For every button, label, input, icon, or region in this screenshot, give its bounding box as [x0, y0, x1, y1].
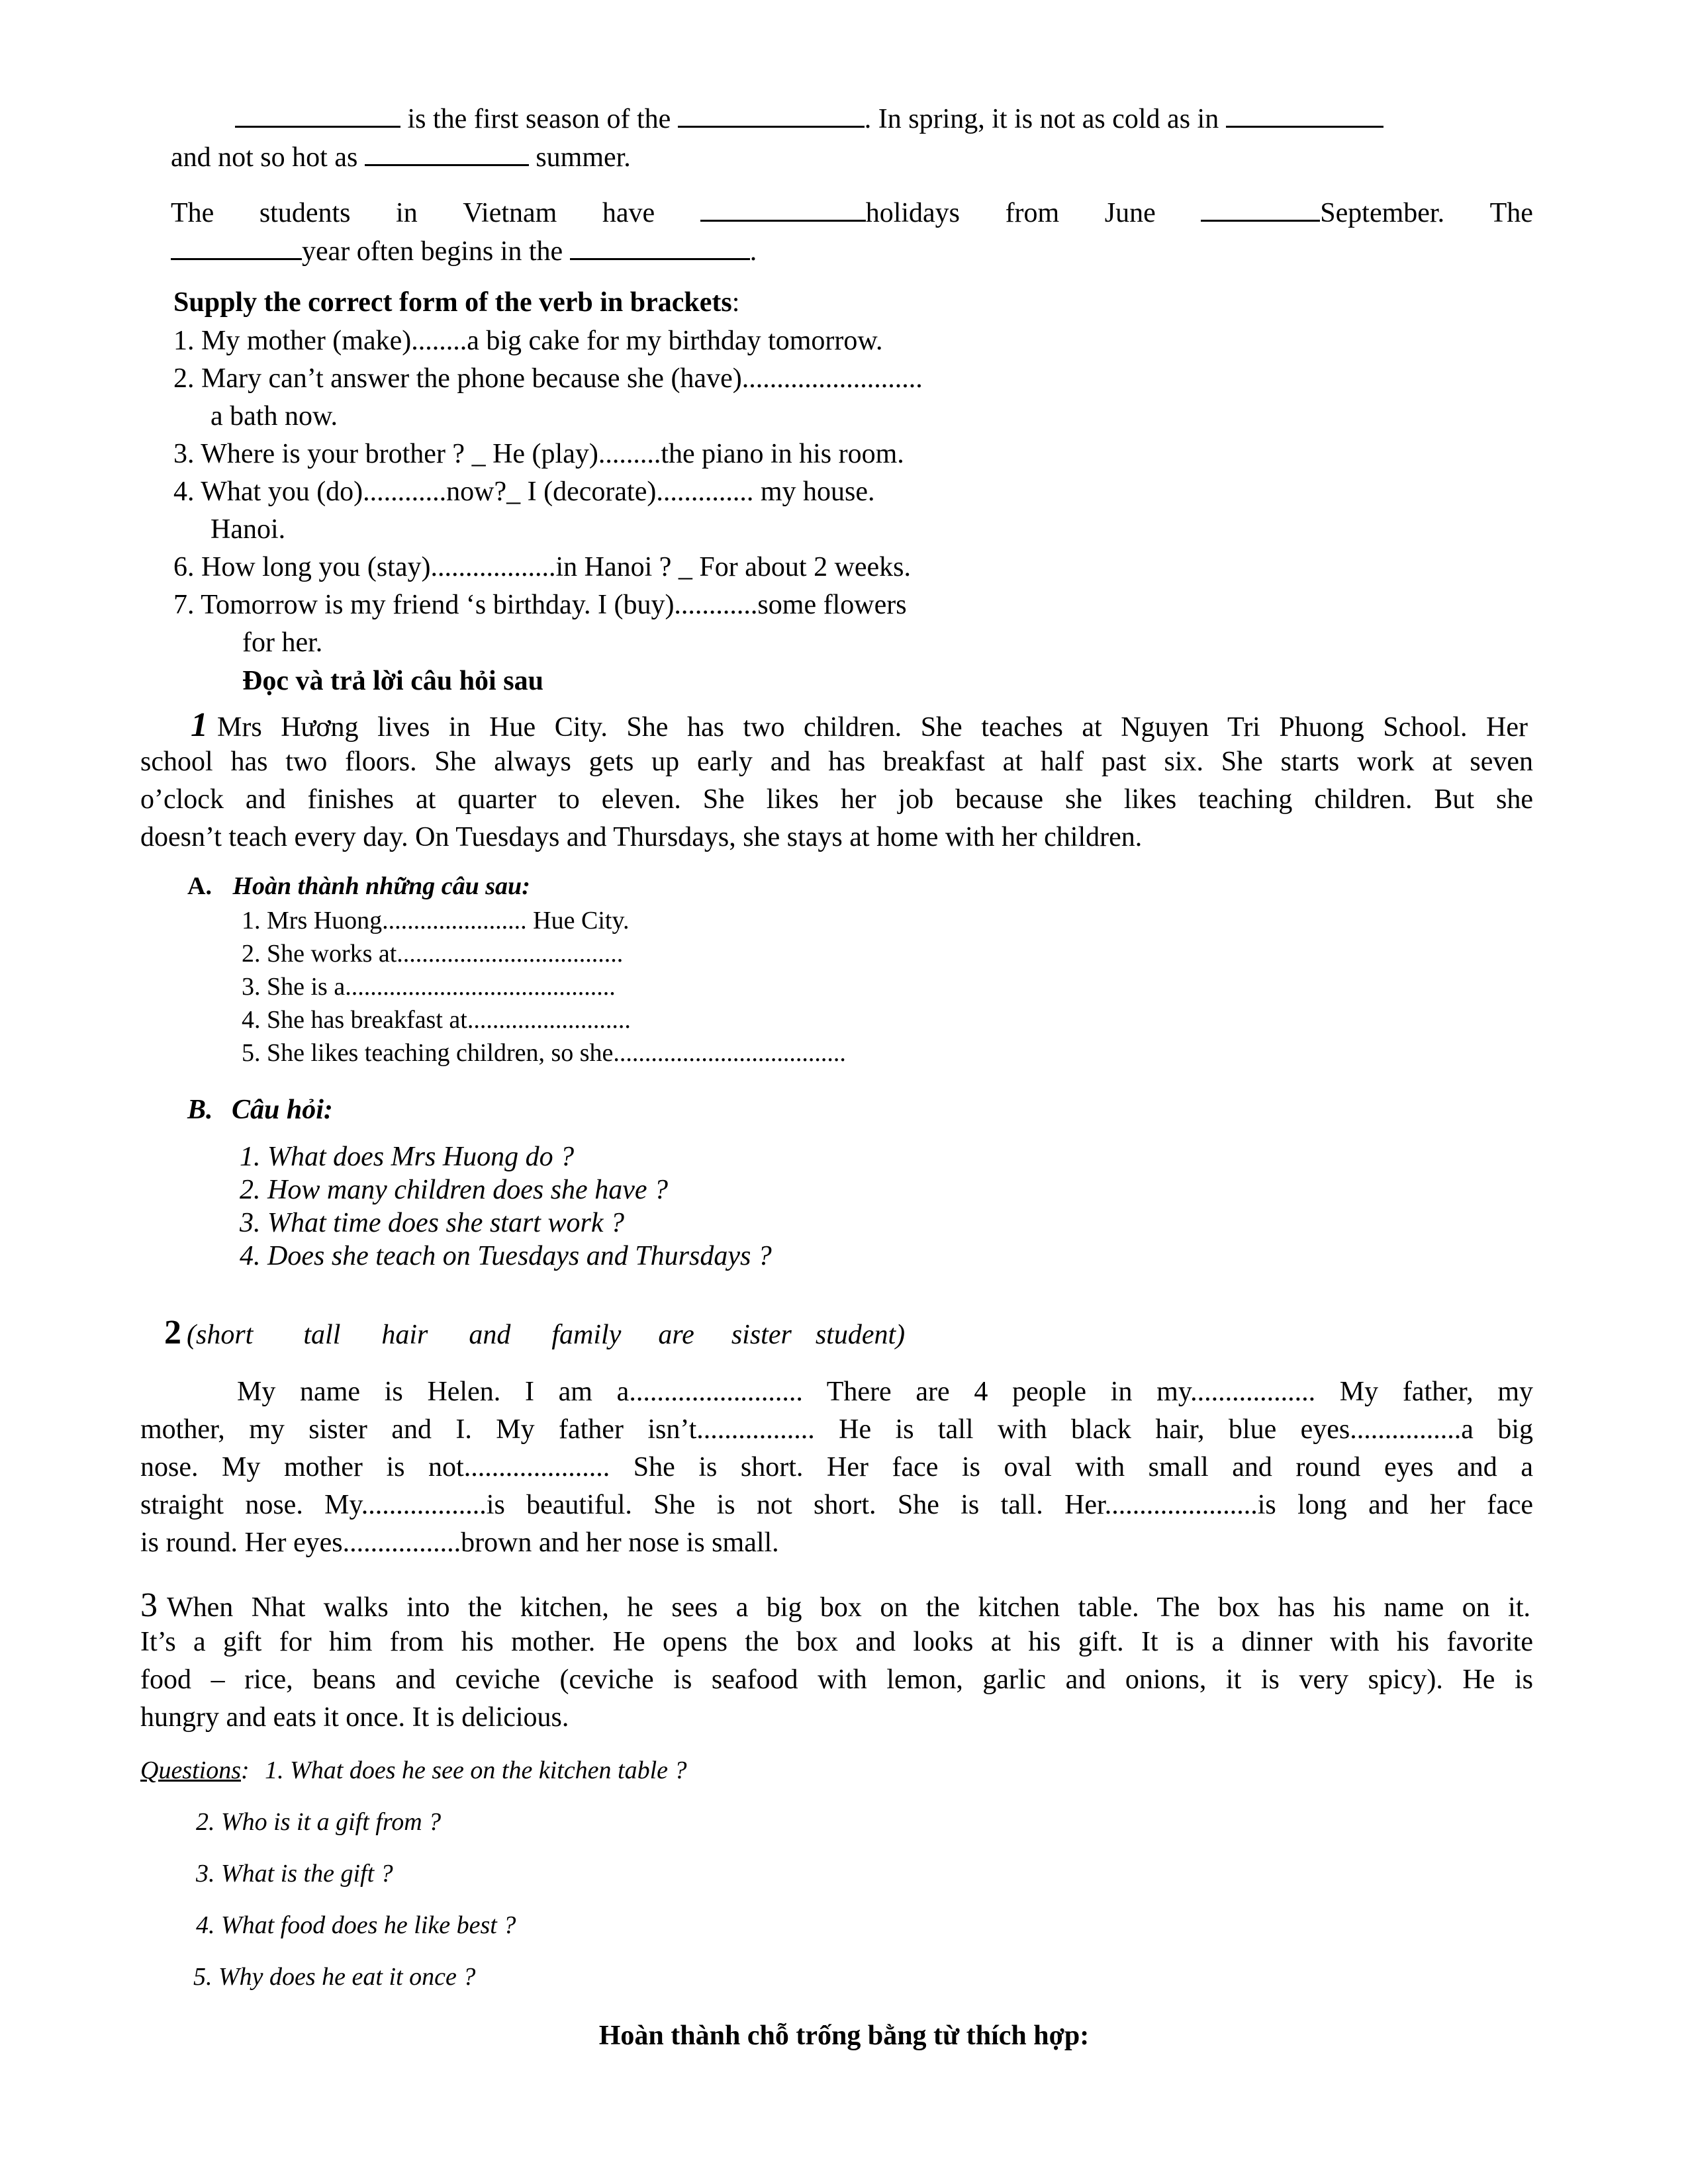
verb-item: 3. Where is your brother ? _ He (play).........the piano in his room.	[173, 439, 904, 469]
word-bank-item: student)	[815, 1320, 906, 1350]
blank-field[interactable]	[1226, 103, 1383, 128]
part-b-heading	[187, 1096, 333, 1124]
verb-item: 6. How long you (stay)..................in Hanoi ? _ For about 2 weeks.	[173, 552, 912, 582]
blank-field[interactable]	[678, 103, 865, 128]
final-heading: Hoàn thành chỗ trống bằng từ thích hợp:	[598, 2021, 1090, 2051]
passage-text: Mrs Hương lives in Hue City. She has two children. She teaches at Nguyen Tri Phuong School. Her	[217, 712, 1528, 743]
part-b-question: 4. Does she teach on Tuesdays and Thursdays ?	[240, 1241, 772, 1271]
intro-word: have	[602, 198, 655, 228]
blank-field[interactable]	[700, 197, 866, 222]
questions-row-1	[140, 1758, 687, 1783]
part-a-item: 5. She likes teaching children, so she.....................................	[242, 1039, 846, 1067]
verb-item: 2. Mary can’t answer the phone because she (have)..........................	[173, 363, 923, 394]
word-bank-item: sister	[731, 1320, 792, 1350]
intro-text: is the first season of the	[407, 104, 671, 134]
question-item: 4. What food does he like best ?	[196, 1911, 516, 1939]
blank-field[interactable]	[171, 236, 302, 260]
blank-field[interactable]	[365, 142, 529, 166]
passage1-line: school has two floors. She always gets up early and has breakfast at half past six. She starts work at seven	[140, 747, 1533, 777]
part-b-question: 1. What does Mrs Huong do ?	[240, 1142, 575, 1172]
blank-field[interactable]	[235, 103, 400, 128]
passage3-line: hungry and eats it once. It is delicious.	[140, 1702, 569, 1733]
intro-word: September.	[1320, 198, 1445, 228]
part-b-question: 2. How many children does she have ?	[240, 1175, 668, 1205]
passage-number: 3	[140, 1586, 158, 1624]
intro-text: summer.	[536, 142, 631, 173]
passage1-line: o’clock and finishes at quarter to eleven. She likes her job because she likes teaching children. But she	[140, 784, 1533, 815]
passage1-line	[140, 708, 1533, 743]
blank-field[interactable]	[570, 236, 750, 260]
intro-text: and not so hot as	[171, 142, 358, 173]
part-a-heading	[187, 874, 530, 899]
passage3-line: food – rice, beans and ceviche (ceviche is seafood with lemon, garlic and onions, it is very spicy). He is	[140, 1664, 1533, 1695]
verb-item-continuation: Hanoi.	[211, 514, 286, 545]
intro-word: holidays	[865, 198, 961, 228]
passage-number: 1	[191, 706, 208, 744]
intro-word: in	[396, 198, 418, 228]
questions-colon: :	[241, 1756, 250, 1784]
verb-section-heading	[173, 289, 739, 316]
heading-colon: :	[731, 287, 740, 318]
verb-item-continuation: for her.	[242, 627, 323, 658]
intro-text: .	[749, 236, 757, 267]
verb-item: 4. What you (do)............now?_ I (decorate).............. my house.	[173, 477, 875, 507]
intro-text: . In spring, it is not as cold as in	[864, 104, 1219, 134]
passage2-line: mother, my sister and I. My father isn’t................. He is tall with black hair, blue eyes................a big	[140, 1414, 1533, 1445]
word-bank-item: (short	[187, 1320, 254, 1350]
reading-heading: Đọc và trả lời câu hỏi sau	[242, 666, 543, 696]
intro-word: from	[1005, 198, 1060, 228]
questions-label: Questions	[140, 1756, 241, 1784]
word-bank-item: and	[469, 1320, 511, 1350]
verb-item-continuation: a bath now.	[211, 401, 338, 432]
word-bank-item: are	[658, 1320, 694, 1350]
part-a-item: 4. She has breakfast at..........................	[242, 1006, 631, 1034]
verb-item: 1. My mother (make)........a big cake for my birthday tomorrow.	[173, 326, 883, 356]
passage2-line: straight nose. My..................is beautiful. She is not short. She is tall. Her......................is long and her face	[140, 1490, 1533, 1520]
part-a-item: 3. She is a...........................................	[242, 973, 616, 1001]
passage2-line: nose. My mother is not..................... She is short. Her face is oval with small and round eyes and a	[140, 1452, 1533, 1482]
word-bank-item: tall	[303, 1320, 341, 1350]
passage2-line: is round. Her eyes.................brown and her nose is small.	[140, 1527, 779, 1558]
passage3-line: It’s a gift for him from his mother. He opens the box and looks at his gift. It is a dinner with his favorite	[140, 1627, 1533, 1657]
intro-line-1	[235, 103, 1383, 133]
part-a-item: 2. She works at....................................	[242, 940, 624, 968]
passage2-line: My name is Helen. I am a......................... There are 4 people in my.................. My father, my	[237, 1377, 1533, 1407]
question-item: 1. What does he see on the kitchen table ?	[265, 1756, 687, 1784]
heading-text: Supply the correct form of the verb in brackets	[173, 287, 732, 318]
intro-line-2	[171, 142, 631, 171]
part-label: A.	[187, 872, 212, 900]
intro-word: The	[1489, 198, 1533, 228]
word-bank	[164, 1316, 905, 1350]
question-item: 3. What is the gift ?	[196, 1860, 393, 1888]
part-a-item: 1. Mrs Huong....................... Hue City.	[242, 907, 630, 934]
part-label: B.	[187, 1095, 213, 1125]
passage1-line: doesn’t teach every day. On Tuesdays and Thursdays, she stays at home with her children.	[140, 822, 1143, 852]
question-item: 2. Who is it a gift from ?	[196, 1808, 442, 1836]
part-title: Câu hỏi:	[232, 1095, 333, 1125]
word-bank-item: family	[551, 1320, 622, 1350]
passage3-line	[140, 1588, 1533, 1623]
intro-word: June	[1104, 198, 1156, 228]
intro-word: The	[171, 198, 214, 228]
intro-line-3	[171, 197, 1533, 227]
word-bank-item: hair	[381, 1320, 428, 1350]
passage-text: When Nhat walks into the kitchen, he sees a big box on the kitchen table. The box has his name on it.	[167, 1592, 1530, 1623]
verb-item: 7. Tomorrow is my friend ‘s birthday. I (buy)............some flowers	[173, 590, 907, 620]
part-b-question: 3. What time does she start work ?	[240, 1208, 624, 1238]
intro-word: Vietnam	[463, 198, 557, 228]
blank-field[interactable]	[1201, 197, 1320, 222]
intro-line-4	[171, 236, 757, 265]
passage-number: 2	[164, 1314, 181, 1351]
question-item: 5. Why does he eat it once ?	[193, 1963, 476, 1991]
intro-text: year often begins in the	[302, 236, 563, 267]
part-title: Hoàn thành những câu sau:	[232, 872, 530, 900]
intro-word: students	[259, 198, 351, 228]
